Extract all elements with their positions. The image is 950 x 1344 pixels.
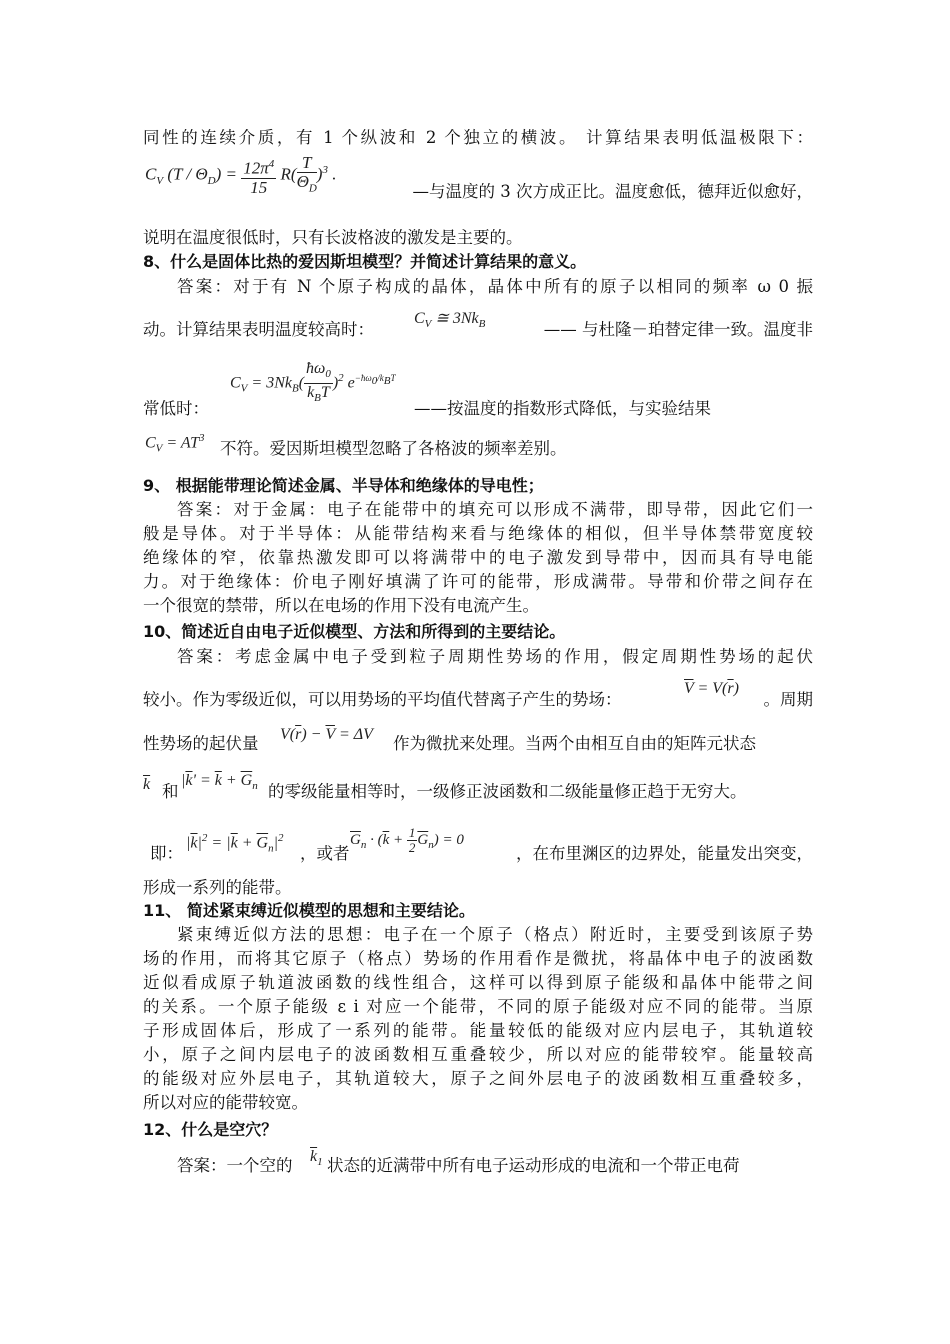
para-line: 场的作用，而将其它原子（格点）势场的作用看作是微扰，将晶体中电子的波函数 — [143, 949, 813, 968]
para-line: —与温度的 3 次方成正比。温度愈低，德拜近似愈好， — [412, 182, 813, 201]
para-line: 同性的连续介质，有 1 个纵波和 2 个独立的横波。 计算结果表明低温极限下： — [143, 128, 813, 147]
para-line: 说明在温度很低时，只有长波格波的激发是主要的。 — [143, 228, 523, 247]
para-line: 动。计算结果表明温度较高时： — [143, 320, 374, 339]
para-line: 的关系。一个原子能级 ε i 对应一个能带，不同的原子能级对应不同的能带。当原 — [143, 997, 813, 1016]
para-line: 作为微扰来处理。当两个由相互自由的矩阵元状态 — [393, 734, 756, 753]
bragg-condition-formula: $\overline{G}_n \cdot (\overline{k}$ + $\frac{1}{2}$ $\overline{G}_n) = 0$ — [350, 825, 464, 855]
para-line: 所以对应的能带较宽。 — [143, 1093, 308, 1112]
para-line: 较小。作为零级近似，可以用势场的平均值代替离子产生的势场： — [143, 690, 622, 709]
debye-low-temp-formula: $C_V$ $(T / \Theta_D)$ = $\frac{12\pi^4}{15}$ R( $\frac{T}{\Theta_D}$ )$^3$ . — [145, 153, 337, 197]
question-heading-10: 10、简述近自由电子近似模型、方法和所得到的主要结论。 — [143, 622, 566, 641]
k1-vector-symbol: $\overline{k}_1$ — [310, 1148, 323, 1169]
para-line: 一个很宽的禁带，所以在电场的作用下没有电流产生。 — [143, 596, 539, 615]
para-line: ，在布里渊区的边界处，能量发出突变， — [516, 844, 813, 863]
para-line: ——按温度的指数形式降低，与实验结果 — [414, 399, 711, 418]
para-line: 状态的近满带中所有电子运动形成的电流和一个带正电荷 — [327, 1156, 740, 1175]
para-line: 般是导体。对于半导体：从能带结构来看与绝缘体的相似，但半导体禁带宽度较 — [143, 524, 813, 543]
question-heading-8: 8、什么是固体比热的爱因斯坦模型？并简述计算结果的意义。 — [143, 252, 587, 271]
equal-energy-condition: $|\overline{k}|^2 = |\overline{k} + \overline{G}_n|^2$ — [186, 832, 284, 855]
para-line: 和 — [162, 782, 179, 801]
para-line: 性势场的起伏量 — [143, 734, 259, 753]
para-line: 近似看成原子轨道波函数的线性组合，这样可以得到原子能级和晶体中能带之间 — [143, 973, 813, 992]
dulong-petit-formula: $C_V$ ≅ $3Nk_B$ — [414, 310, 486, 331]
k-vector-symbol: $\overline{k}$ — [143, 776, 151, 793]
average-potential-formula: $\overline{V} = V(\overline{r})$ — [684, 680, 739, 697]
para-line: 常低时： — [143, 399, 209, 418]
fluctuation-formula: $V(\overline{r}) - \overline{V} = \Delta V$ — [280, 726, 373, 743]
para-line: 答案：一个空的 — [177, 1156, 293, 1175]
para-line: 不符。爱因斯坦模型忽略了各格波的频率差别。 — [220, 439, 567, 458]
einstein-low-temp-formula: $C_V = 3Nk_B$( $\frac{ħ\omega_0}{k_BT}$ )$^2$ $e^{-ħ\omega_0/k_BT}$ — [230, 360, 396, 405]
para-line: —— 与杜隆－珀替定律一致。温度非 — [543, 320, 813, 339]
para-line: 即： — [150, 844, 183, 863]
question-heading-11: 11、 简述紧束缚近似模型的思想和主要结论。 — [143, 901, 475, 920]
para-line: 的能级对应外层电子，其轨道较大，原子之间外层电子的波函数相互重叠较多， — [143, 1069, 813, 1088]
para-line: 答案：对于有 N 个原子构成的晶体，晶体中所有的原子以相同的频率 ω 0 振 — [177, 277, 813, 296]
para-line: 答案：对于金属：电子在能带中的填充可以形成不满带，即导带，因此它们一 — [177, 500, 813, 519]
para-line: 答案：考虑金属中电子受到粒子周期性势场的作用，假定周期性势场的起伏 — [177, 647, 813, 666]
para-line: 。周期 — [763, 690, 813, 709]
para-line: 紧束缚近似方法的思想：电子在一个原子（格点）附近时，主要受到该原子势 — [177, 925, 813, 944]
k-prime-formula: $|\overline{k}' = \overline{k} + \overline{G}_n$ — [181, 772, 258, 793]
para-line: 力。对于绝缘体：价电子刚好填满了许可的能带，形成满带。导带和价带之间存在 — [143, 572, 813, 591]
experimental-formula: $C_V = AT^3$ — [145, 432, 205, 455]
para-line: 的零级能量相等时，一级修正波函数和二级能量修正趋于无穷大。 — [268, 782, 747, 801]
para-line: 形成一系列的能带。 — [143, 878, 292, 897]
question-heading-12: 12、什么是空穴？ — [143, 1120, 278, 1139]
para-line: 绝缘体的窄，依靠热激发即可以将满带中的电子激发到导带中，因而具有导电能 — [143, 548, 813, 567]
question-heading-9: 9、 根据能带理论简述金属、半导体和绝缘体的导电性； — [143, 476, 544, 495]
para-line: ，或者 — [300, 844, 350, 863]
para-line: 小，原子之间内层电子的波函数相互重叠较少，所以对应的能带较窄。能量较高 — [143, 1045, 813, 1064]
para-line: 子形成固体后，形成了一系列的能带。能量较低的能级对应内层电子，其轨道较 — [143, 1021, 813, 1040]
